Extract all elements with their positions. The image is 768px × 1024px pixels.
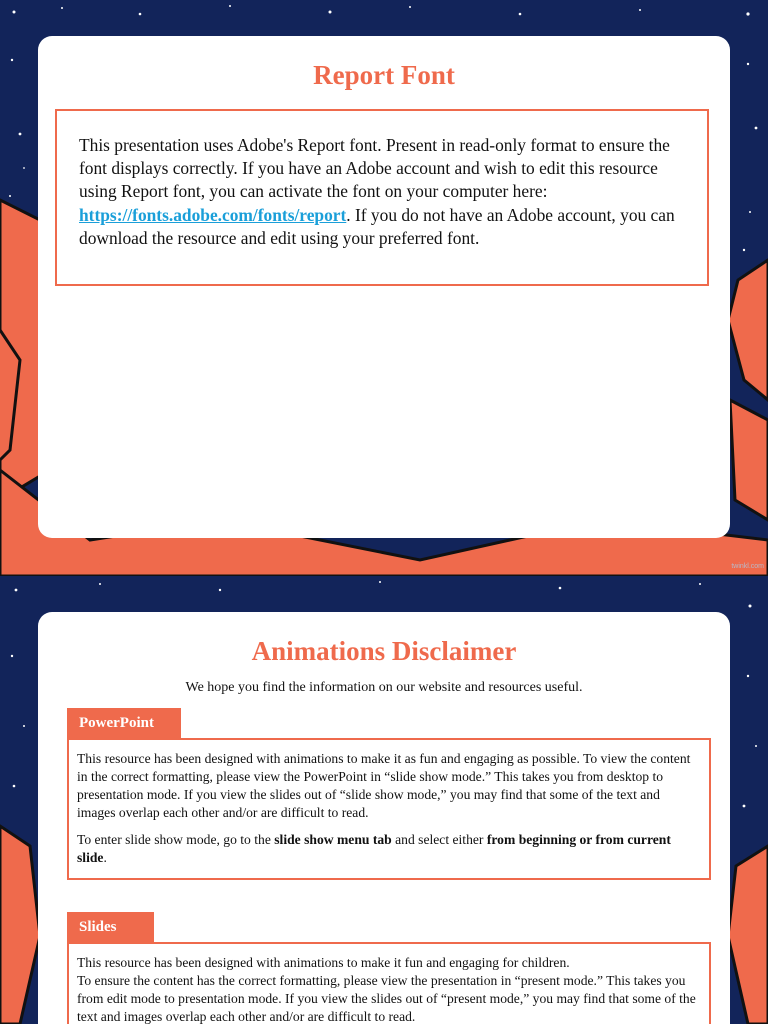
font-info-text <box>79 134 689 250</box>
from-beginning-text: from beginning or from current slide <box>77 832 671 865</box>
slide-animations-disclaimer <box>0 576 768 1024</box>
twinkl-watermark: twinkl.com <box>731 563 764 570</box>
powerpoint-panel <box>67 738 711 880</box>
slides-line2: To ensure the content has the correct formatting, please view the presentation in “present mode.” This takes you from edit mode to presentation mode. If you view the slides out of “present mode,” you may find that some of the text and images overlap each other and/or are difficult to read. <box>77 973 696 1024</box>
font-info-text-part1: This presentation uses Adobe's Report font. Present in read-only format to ensure the font displays correctly. If you have an Adobe account and wish to edit this resource using Report font, you can activate the font on your computer here: <box>79 135 670 202</box>
powerpoint-para2 <box>77 831 701 867</box>
font-info-box <box>55 109 709 286</box>
powerpoint-para2-a: To enter slide show mode, go to the <box>77 832 275 847</box>
powerpoint-para1: This resource has been designed with animations to make it as fun and engaging as possible. To view the content in the correct formatting, please view the PowerPoint in “slide show mode.” This takes you from desktop to presentation mode. If you view the slides out of “slide show mode,” you may find that some of the text and images overlap each other and/or are difficult to read. <box>77 751 691 820</box>
slides-tab: Slides <box>67 912 154 942</box>
powerpoint-tab: PowerPoint <box>67 708 181 738</box>
powerpoint-para2-c: and select either <box>391 832 487 847</box>
slides-panel <box>67 942 711 1024</box>
content-card <box>38 612 730 1024</box>
font-info-text-part2: . If you do not have an Adobe account, you can download the resource and edit using your preferred font. <box>79 204 675 248</box>
slide-show-menu-tab-text: slide show menu tab <box>274 832 392 847</box>
content-card <box>38 36 730 538</box>
page-title: Report Font <box>313 60 455 90</box>
page-title: Animations Disclaimer <box>251 636 517 666</box>
powerpoint-para2-e: . <box>103 850 107 865</box>
intro-text: We hope you find the information on our website and resources useful. <box>185 680 583 695</box>
adobe-font-link[interactable]: https://fonts.adobe.com/fonts/report <box>79 204 347 225</box>
slides-line1: This resource has been designed with animations to make it fun and engaging for children. <box>77 955 570 970</box>
